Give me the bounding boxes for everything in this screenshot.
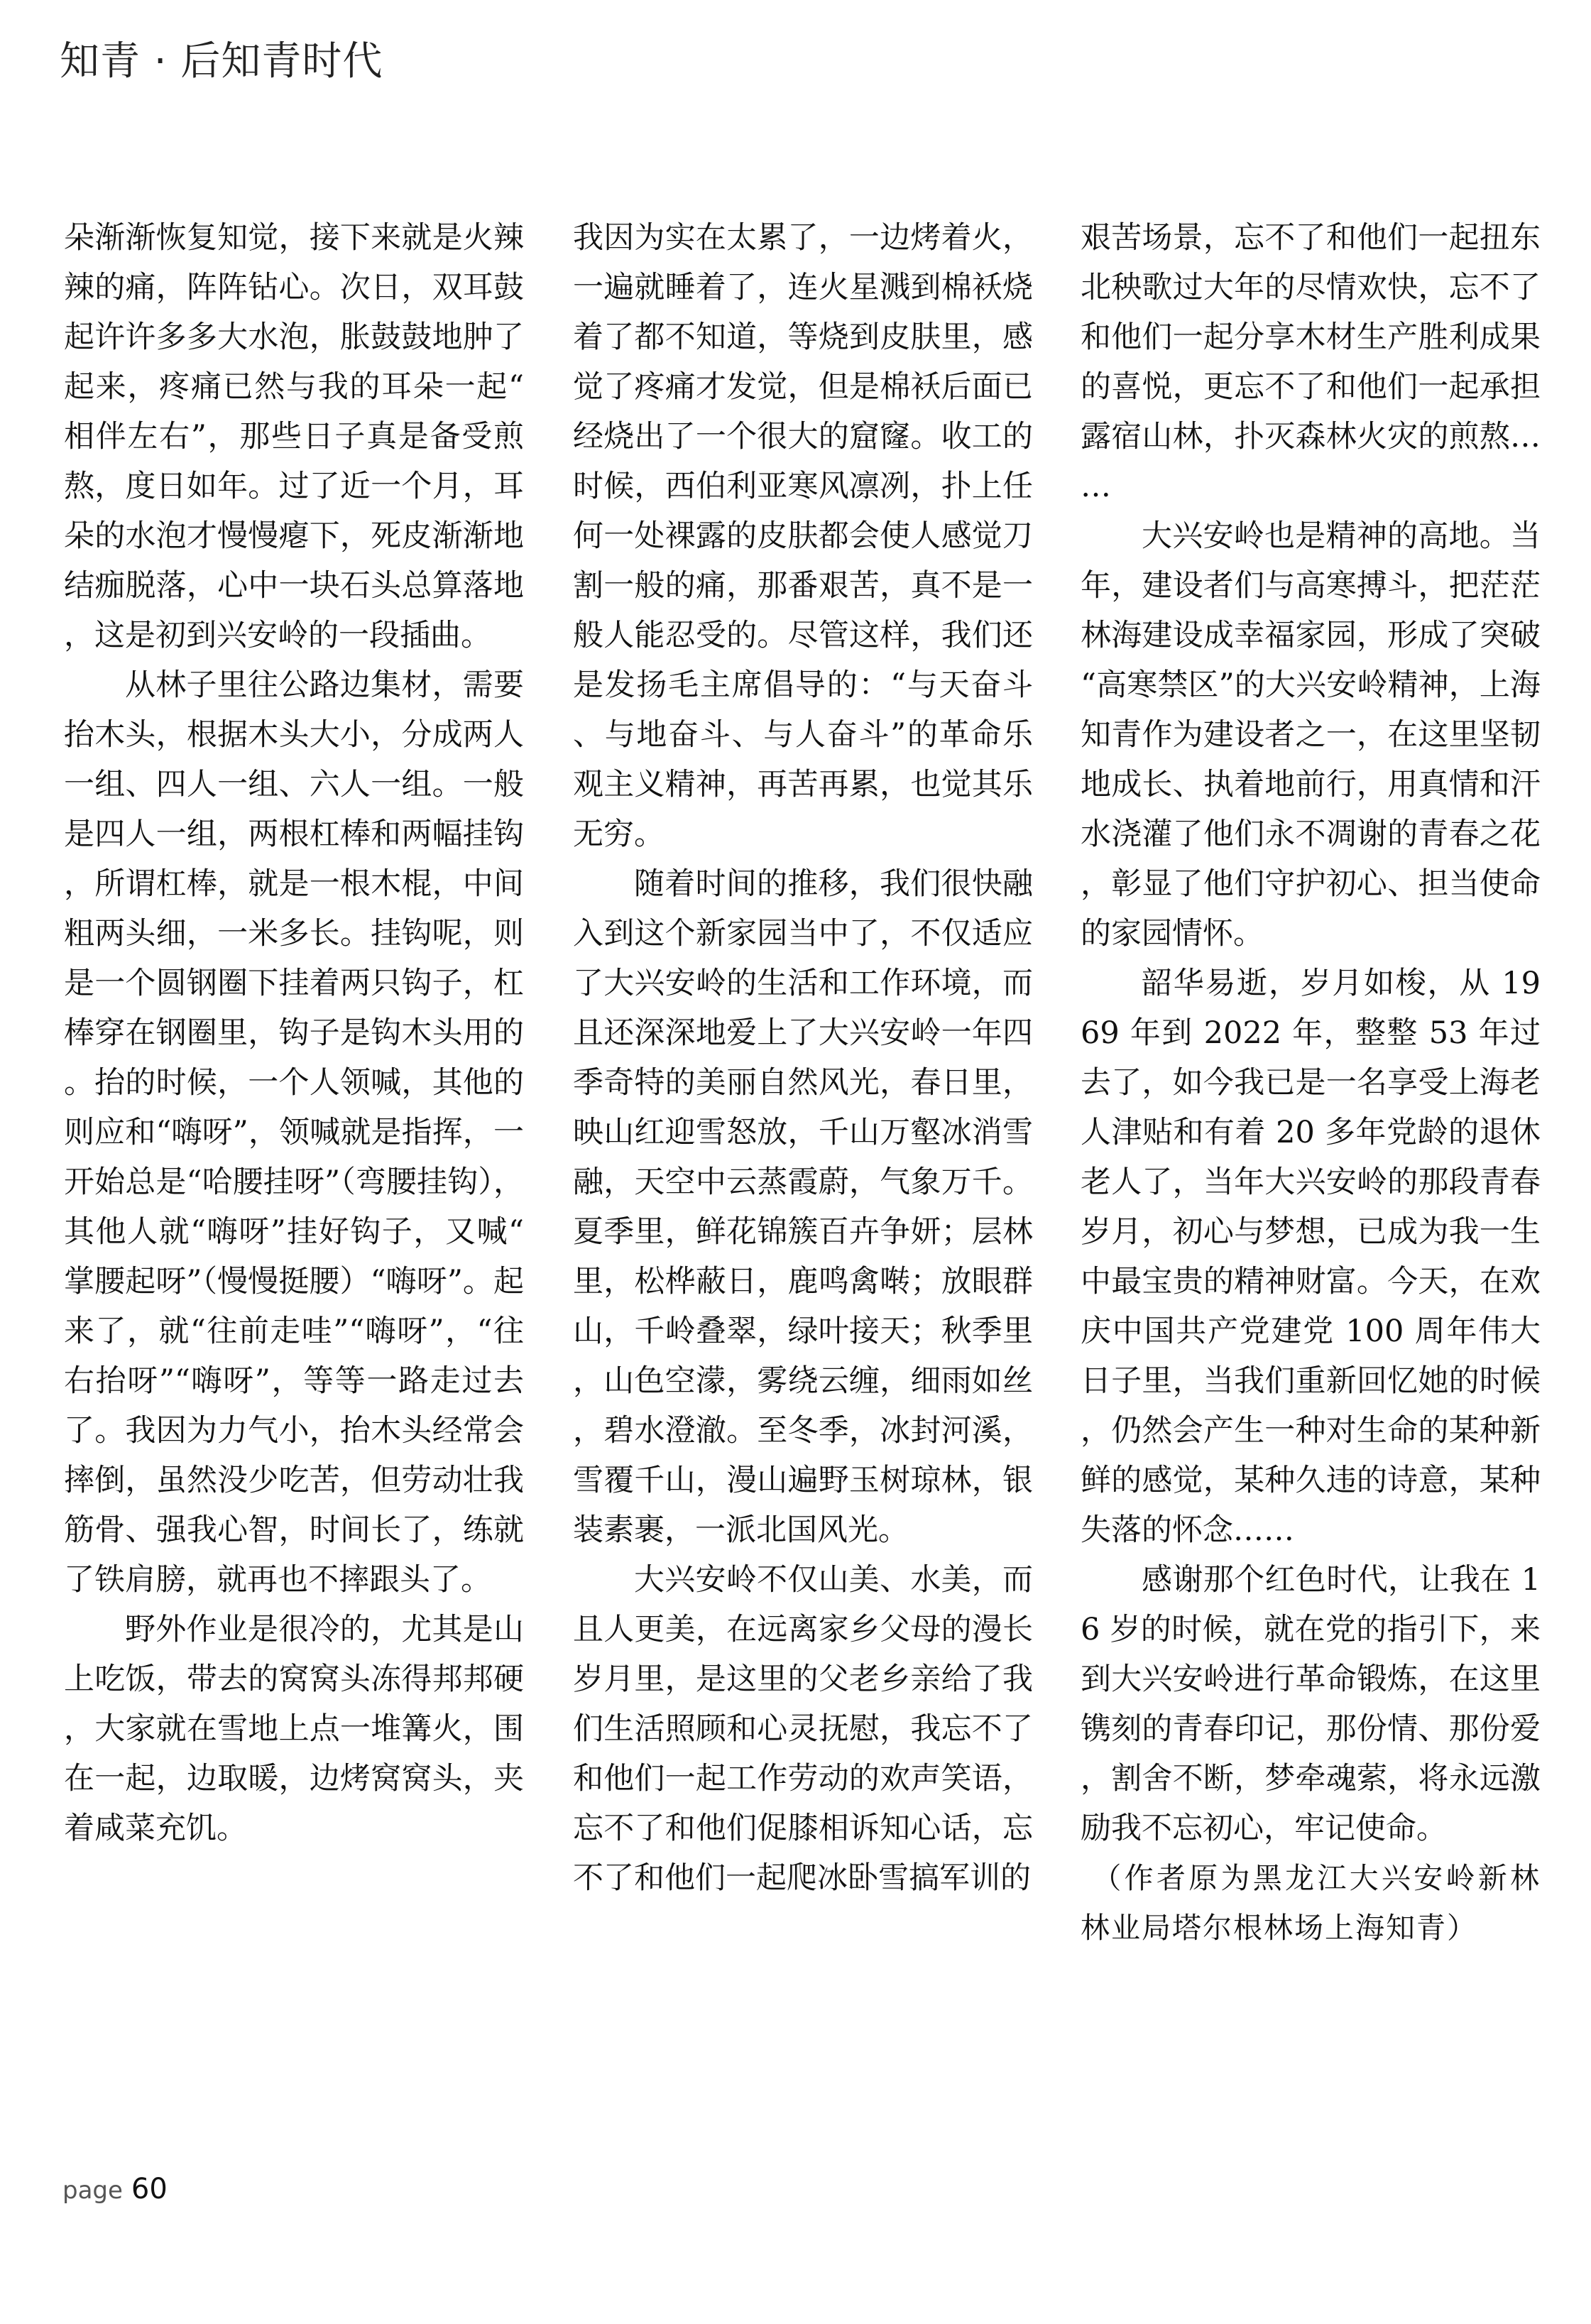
- text-column-3: [1081, 213, 1541, 2144]
- author-note: （作者原为黑龙江大兴安岭新林林业局塔尔根林场上海知青）: [1081, 1861, 1541, 1945]
- paragraph: 随着时间的推移，我们很快融入到这个新家园当中了，不仅适应了大兴安岭的生活和工作环境，而且还深深地爱上了大兴安岭一年四季奇特的美丽自然风光，春日里，映山红迎雪怒放，千山万壑冰消雪融，天空中云蒸霞蔚，气象万千。夏季里，鲜花锦簇百卉争妍；层林里，松桦蔽日，鹿鸣禽啭；放眼群山，千岭叠翠，绿叶接天；秋季里，山色空濛，雾绕云缠，细雨如丝，碧水澄澈。至冬季，冰封河溪，雪覆千山，漫山遍野玉树琼林，银装素裹，一派北国风光。: [573, 866, 1033, 1548]
- paragraph: 野外作业是很冷的，尤其是山上吃饭，带去的窝窝头冻得邦邦硬，大家就在雪地上点一堆篝火，围在一起，边取暖，边烤窝窝头，夹着咸菜充饥。: [64, 1612, 524, 1846]
- paragraph: 大兴安岭不仅山美、水美，而且人更美，在远离家乡父母的漫长岁月里，是这里的父老乡亲给了我们生活照顾和心灵抚慰，我忘不了和他们一起工作劳动的欢声笑语，忘不了和他们促膝相诉知心话，忘不了和他们一起爬冰卧雪搞军训的: [573, 1562, 1033, 1896]
- paragraph: 我因为实在太累了，一边烤着火，一遍就睡着了，连火星溅到棉袄烧着了都不知道，等烧到皮肤里，感觉了疼痛才发觉，但是棉袄后面已经烧出了一个很大的窟窿。收工的时候，西伯利亚寒风凛冽，扑上任何一处裸露的皮肤都会使人感觉刀割一般的痛，那番艰苦，真不是一般人能忍受的。尽管这样，我们还是发扬毛主席倡导的：“与天奋斗、与地奋斗、与人奋斗”的革命乐观主义精神，再苦再累，也觉其乐无穷。: [573, 220, 1033, 852]
- text-column-2: [573, 213, 1033, 2144]
- article-body: [64, 213, 1542, 2144]
- paragraph: 大兴安岭也是精神的高地。当年，建设者们与高寒搏斗，把茫茫林海建设成幸福家园，形成了突破“高寒禁区”的大兴安岭精神，上海知青作为建设者之一，在这里坚韧地成长、执着地前行，用真情和汗水浇灌了他们永不凋谢的青春之花，彰显了他们守护初心、担当使命的家园情怀。: [1081, 518, 1541, 951]
- page-label: page: [62, 2176, 123, 2205]
- text-column-1: [64, 213, 524, 2144]
- paragraph: 艰苦场景，忘不了和他们一起扭东北秧歌过大年的尽情欢快，忘不了和他们一起分享木材生产胜利成果的喜悦，更忘不了和他们一起承担露宿山林，扑灭森林火灾的煎熬……: [1081, 220, 1541, 504]
- page-footer: [62, 2173, 168, 2205]
- paragraph: 朵渐渐恢复知觉，接下来就是火辣辣的痛，阵阵钻心。次日，双耳鼓起许许多多大水泡，胀鼓鼓地肿了起来，疼痛已然与我的耳朵一起“相伴左右”，那些日子真是备受煎熬，度日如年。过了近一个月，耳朵的水泡才慢慢瘪下，死皮渐渐地结痂脱落，心中一块石头总算落地，这是初到兴安岭的一段插曲。: [64, 220, 524, 653]
- section-title: 知青 · 后知青时代: [60, 38, 383, 84]
- page-number: 60: [131, 2173, 168, 2205]
- paragraph: 从林子里往公路边集材，需要抬木头，根据木头大小，分成两人一组、四人一组、六人一组。一般是四人一组，两根杠棒和两幅挂钩，所谓杠棒，就是一根木棍，中间粗两头细，一米多长。挂钩呢，则是一个圆钢圈下挂着两只钩子，杠棒穿在钢圈里，钩子是钩木头用的。抬的时候，一个人领喊，其他的则应和“嗨呀”，领喊就是指挥，一开始总是“哈腰挂呀”（弯腰挂钩），其他人就“嗨呀”挂好钩子，又喊“掌腰起呀”（慢慢挺腰）“嗨呀”。起来了，就“往前走哇”“嗨呀”，“往右抬呀”“嗨呀”，等等一路走过去了。我因为力气小，抬木头经常会摔倒，虽然没少吃苦，但劳动壮我筋骨、强我心智，时间长了，练就了铁肩膀，就再也不摔跟头了。: [64, 667, 524, 1598]
- paragraph: 韶华易逝，岁月如梭，从 1969 年到 2022 年，整整 53 年过去了，如今我已是一名享受上海老人津贴和有着 20 多年党龄的退休老人了，当年大兴安岭的那段青春岁月，初心与梦想，已成为我一生中最宝贵的精神财富。今天，在欢庆中国共产党建党 100 周年伟大日子里，当我们重新回忆她的时候，仍然会产生一种对生命的某种新鲜的感觉，某种久违的诗意，某种失落的怀念……: [1081, 966, 1541, 1548]
- paragraph: 感谢那个红色时代，让我在 16 岁的时候，就在党的指引下，来到大兴安岭进行革命锻炼，在这里镌刻的青春印记，那份情、那份爱，割舍不断，梦牵魂萦，将永远激励我不忘初心，牢记使命。: [1081, 1562, 1541, 1846]
